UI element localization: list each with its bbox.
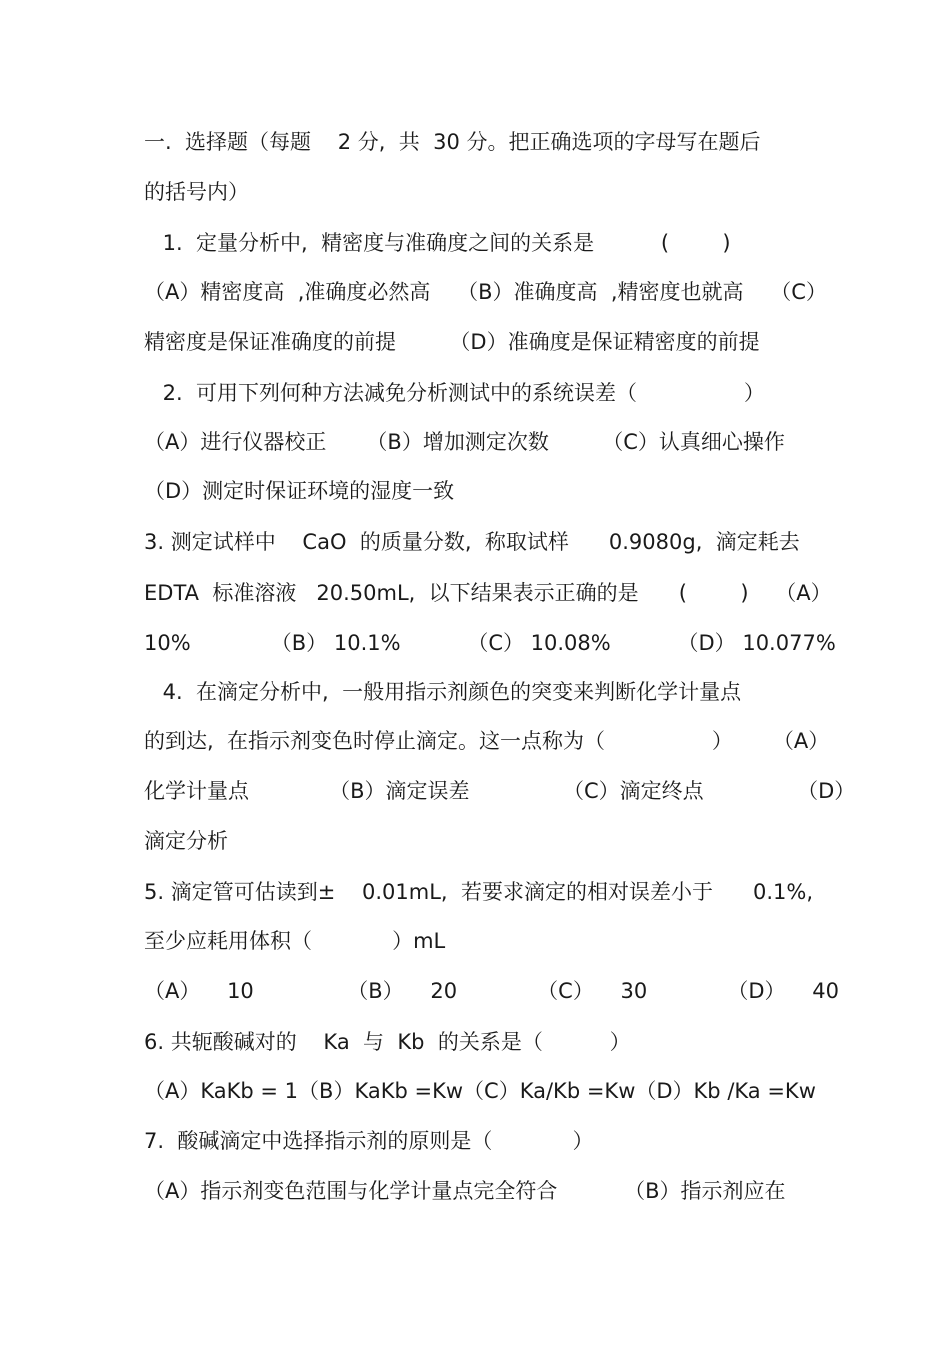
question-2: 2. 可用下列何种方法减免分析测试中的系统误差（ ） bbox=[156, 381, 765, 405]
question-3: 3. 测定试样中 CaO 的质量分数, 称取试样 0.9080g, 滴定耗去 bbox=[144, 530, 800, 554]
question-5: 5. 滴定管可估读到± 0.01mL, 若要求滴定的相对误差小于 0.1%, bbox=[144, 880, 814, 904]
question-2-options: （A）进行仪器校正 （B）增加测定次数 （C）认真细心操作 bbox=[144, 430, 785, 454]
question-1-options-cont: 精密度是保证准确度的前提 （D）准确度是保证精密度的前提 bbox=[144, 330, 760, 354]
question-6-options: （A）KaKb = 1（B）KaKb =Kw（C）Ka/Kb =Kw（D）Kb /Ka =Kw bbox=[144, 1079, 816, 1103]
question-6: 6. 共轭酸碱对的 Ka 与 Kb 的关系是（ ） bbox=[144, 1030, 631, 1054]
question-4-options-cont: 滴定分析 bbox=[144, 829, 228, 853]
question-4: 4. 在滴定分析中, 一般用指示剂颜色的突变来判断化学计量点 bbox=[156, 680, 742, 704]
question-7: 7. 酸碱滴定中选择指示剂的原则是（ ） bbox=[144, 1129, 594, 1153]
section-heading-cont: 的括号内） bbox=[144, 180, 249, 204]
question-4-options: 化学计量点 （B）滴定误差 （C）滴定终点 （D） bbox=[144, 779, 856, 803]
section-heading: 一. 选择题（每题 2 分, 共 30 分。把正确选项的字母写在题后 bbox=[144, 130, 761, 154]
question-3-cont: EDTA 标准溶液 20.50mL, 以下结果表示正确的是 ( ) （A） bbox=[144, 581, 832, 605]
question-5-options: （A） 10 （B） 20 （C） 30 （D） 40 bbox=[144, 979, 839, 1003]
question-7-options: （A）指示剂变色范围与化学计量点完全符合 （B）指示剂应在 bbox=[144, 1179, 786, 1203]
question-2-options-cont: （D）测定时保证环境的湿度一致 bbox=[144, 479, 455, 503]
question-1-options: （A）精密度高 ,准确度必然高 （B）准确度高 ,精密度也就高 （C） bbox=[144, 280, 827, 304]
question-4-cont: 的到达, 在指示剂变色时停止滴定。这一点称为（ ） （A） bbox=[144, 729, 830, 753]
question-5-cont: 至少应耗用体积（ ）mL bbox=[144, 929, 446, 953]
question-1: 1. 定量分析中, 精密度与准确度之间的关系是 ( ) bbox=[156, 231, 731, 255]
question-3-options: 10% （B） 10.1% （C） 10.08% （D） 10.077% bbox=[144, 631, 836, 655]
